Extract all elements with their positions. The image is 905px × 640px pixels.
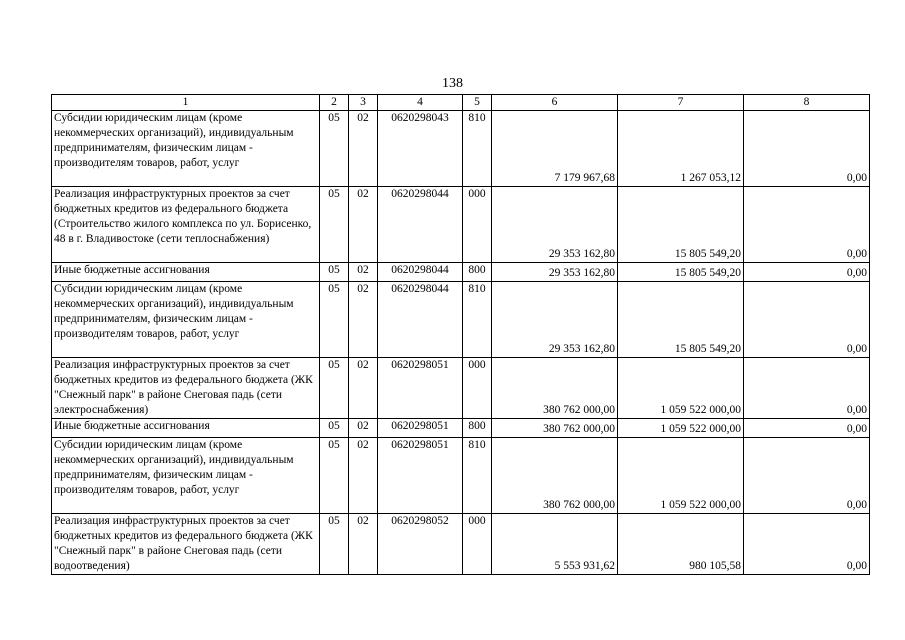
table-row xyxy=(52,111,870,187)
header-cell-4: 4 xyxy=(378,95,463,111)
row-amount-6: 29 353 162,80 xyxy=(492,263,618,282)
row-amount-6: 5 553 931,62 xyxy=(492,514,618,575)
row-amount-6: 7 179 967,68 xyxy=(492,111,618,187)
row-name: Реализация инфраструктурных проектов за счет бюджетных кредитов из федерального бюджета (ЖК "Снежный парк" в районе Снеговая падь (сети водоотведения) xyxy=(52,514,320,575)
row-name: Иные бюджетные ассигнования xyxy=(52,263,320,282)
row-name: Реализация инфраструктурных проектов за счет бюджетных кредитов из федерального бюджета (ЖК "Снежный парк" в районе Снеговая падь (сети электроснабжения) xyxy=(52,358,320,419)
row-amount-8: 0,00 xyxy=(744,358,870,419)
row-amount-8: 0,00 xyxy=(744,282,870,358)
row-target-code: 0620298044 xyxy=(378,187,463,263)
row-expense-type: 810 xyxy=(463,438,492,514)
row-amount-7: 15 805 549,20 xyxy=(618,187,744,263)
table-row xyxy=(52,263,870,282)
row-amount-7: 15 805 549,20 xyxy=(618,263,744,282)
row-section: 05 xyxy=(320,514,349,575)
row-amount-6: 380 762 000,00 xyxy=(492,358,618,419)
row-subsection: 02 xyxy=(349,263,378,282)
row-section: 05 xyxy=(320,419,349,438)
row-amount-8: 0,00 xyxy=(744,263,870,282)
row-target-code: 0620298051 xyxy=(378,419,463,438)
table-row xyxy=(52,438,870,514)
row-amount-7: 1 059 522 000,00 xyxy=(618,419,744,438)
header-cell-3: 3 xyxy=(349,95,378,111)
row-amount-6: 29 353 162,80 xyxy=(492,187,618,263)
table-row xyxy=(52,419,870,438)
row-amount-8: 0,00 xyxy=(744,419,870,438)
row-target-code: 0620298044 xyxy=(378,263,463,282)
row-expense-type: 000 xyxy=(463,187,492,263)
row-target-code: 0620298051 xyxy=(378,438,463,514)
row-section: 05 xyxy=(320,358,349,419)
row-expense-type: 800 xyxy=(463,419,492,438)
header-cell-5: 5 xyxy=(463,95,492,111)
row-amount-8: 0,00 xyxy=(744,111,870,187)
row-name: Субсидии юридическим лицам (кроме некоммерческих организаций), индивидуальным предпринимателям, физическим лицам - производителям товаров, работ, услуг xyxy=(52,282,320,358)
row-name: Субсидии юридическим лицам (кроме некоммерческих организаций), индивидуальным предпринимателям, физическим лицам - производителям товаров, работ, услуг xyxy=(52,438,320,514)
row-amount-6: 29 353 162,80 xyxy=(492,282,618,358)
row-amount-8: 0,00 xyxy=(744,187,870,263)
row-subsection: 02 xyxy=(349,187,378,263)
row-subsection: 02 xyxy=(349,358,378,419)
header-cell-1: 1 xyxy=(52,95,320,111)
row-name: Иные бюджетные ассигнования xyxy=(52,419,320,438)
row-amount-8: 0,00 xyxy=(744,514,870,575)
row-section: 05 xyxy=(320,263,349,282)
row-target-code: 0620298043 xyxy=(378,111,463,187)
row-section: 05 xyxy=(320,187,349,263)
row-target-code: 0620298052 xyxy=(378,514,463,575)
header-cell-7: 7 xyxy=(618,95,744,111)
row-subsection: 02 xyxy=(349,438,378,514)
row-amount-7: 15 805 549,20 xyxy=(618,282,744,358)
row-expense-type: 810 xyxy=(463,282,492,358)
header-cell-8: 8 xyxy=(744,95,870,111)
header-cell-6: 6 xyxy=(492,95,618,111)
row-subsection: 02 xyxy=(349,282,378,358)
row-name: Субсидии юридическим лицам (кроме некоммерческих организаций), индивидуальным предпринимателям, физическим лицам - производителям товаров, работ, услуг xyxy=(52,111,320,187)
row-section: 05 xyxy=(320,111,349,187)
row-subsection: 02 xyxy=(349,514,378,575)
row-amount-7: 980 105,58 xyxy=(618,514,744,575)
page-number: 138 xyxy=(442,76,463,91)
row-amount-8: 0,00 xyxy=(744,438,870,514)
row-section: 05 xyxy=(320,438,349,514)
row-target-code: 0620298051 xyxy=(378,358,463,419)
row-amount-7: 1 059 522 000,00 xyxy=(618,438,744,514)
row-expense-type: 000 xyxy=(463,514,492,575)
row-expense-type: 810 xyxy=(463,111,492,187)
row-amount-7: 1 059 522 000,00 xyxy=(618,358,744,419)
row-amount-6: 380 762 000,00 xyxy=(492,438,618,514)
table-row xyxy=(52,358,870,419)
table-row xyxy=(52,282,870,358)
row-section: 05 xyxy=(320,282,349,358)
row-expense-type: 800 xyxy=(463,263,492,282)
header-cell-2: 2 xyxy=(320,95,349,111)
row-target-code: 0620298044 xyxy=(378,282,463,358)
row-amount-6: 380 762 000,00 xyxy=(492,419,618,438)
table-row xyxy=(52,514,870,575)
row-name: Реализация инфраструктурных проектов за счет бюджетных кредитов из федерального бюджета (Строительство жилого комплекса по ул. Борисенко, 48 в г. Владивостоке (сети теплоснабжения) xyxy=(52,187,320,263)
header-row xyxy=(52,95,870,111)
table-row xyxy=(52,187,870,263)
budget-table xyxy=(51,94,870,575)
row-expense-type: 000 xyxy=(463,358,492,419)
row-amount-7: 1 267 053,12 xyxy=(618,111,744,187)
row-subsection: 02 xyxy=(349,419,378,438)
row-subsection: 02 xyxy=(349,111,378,187)
